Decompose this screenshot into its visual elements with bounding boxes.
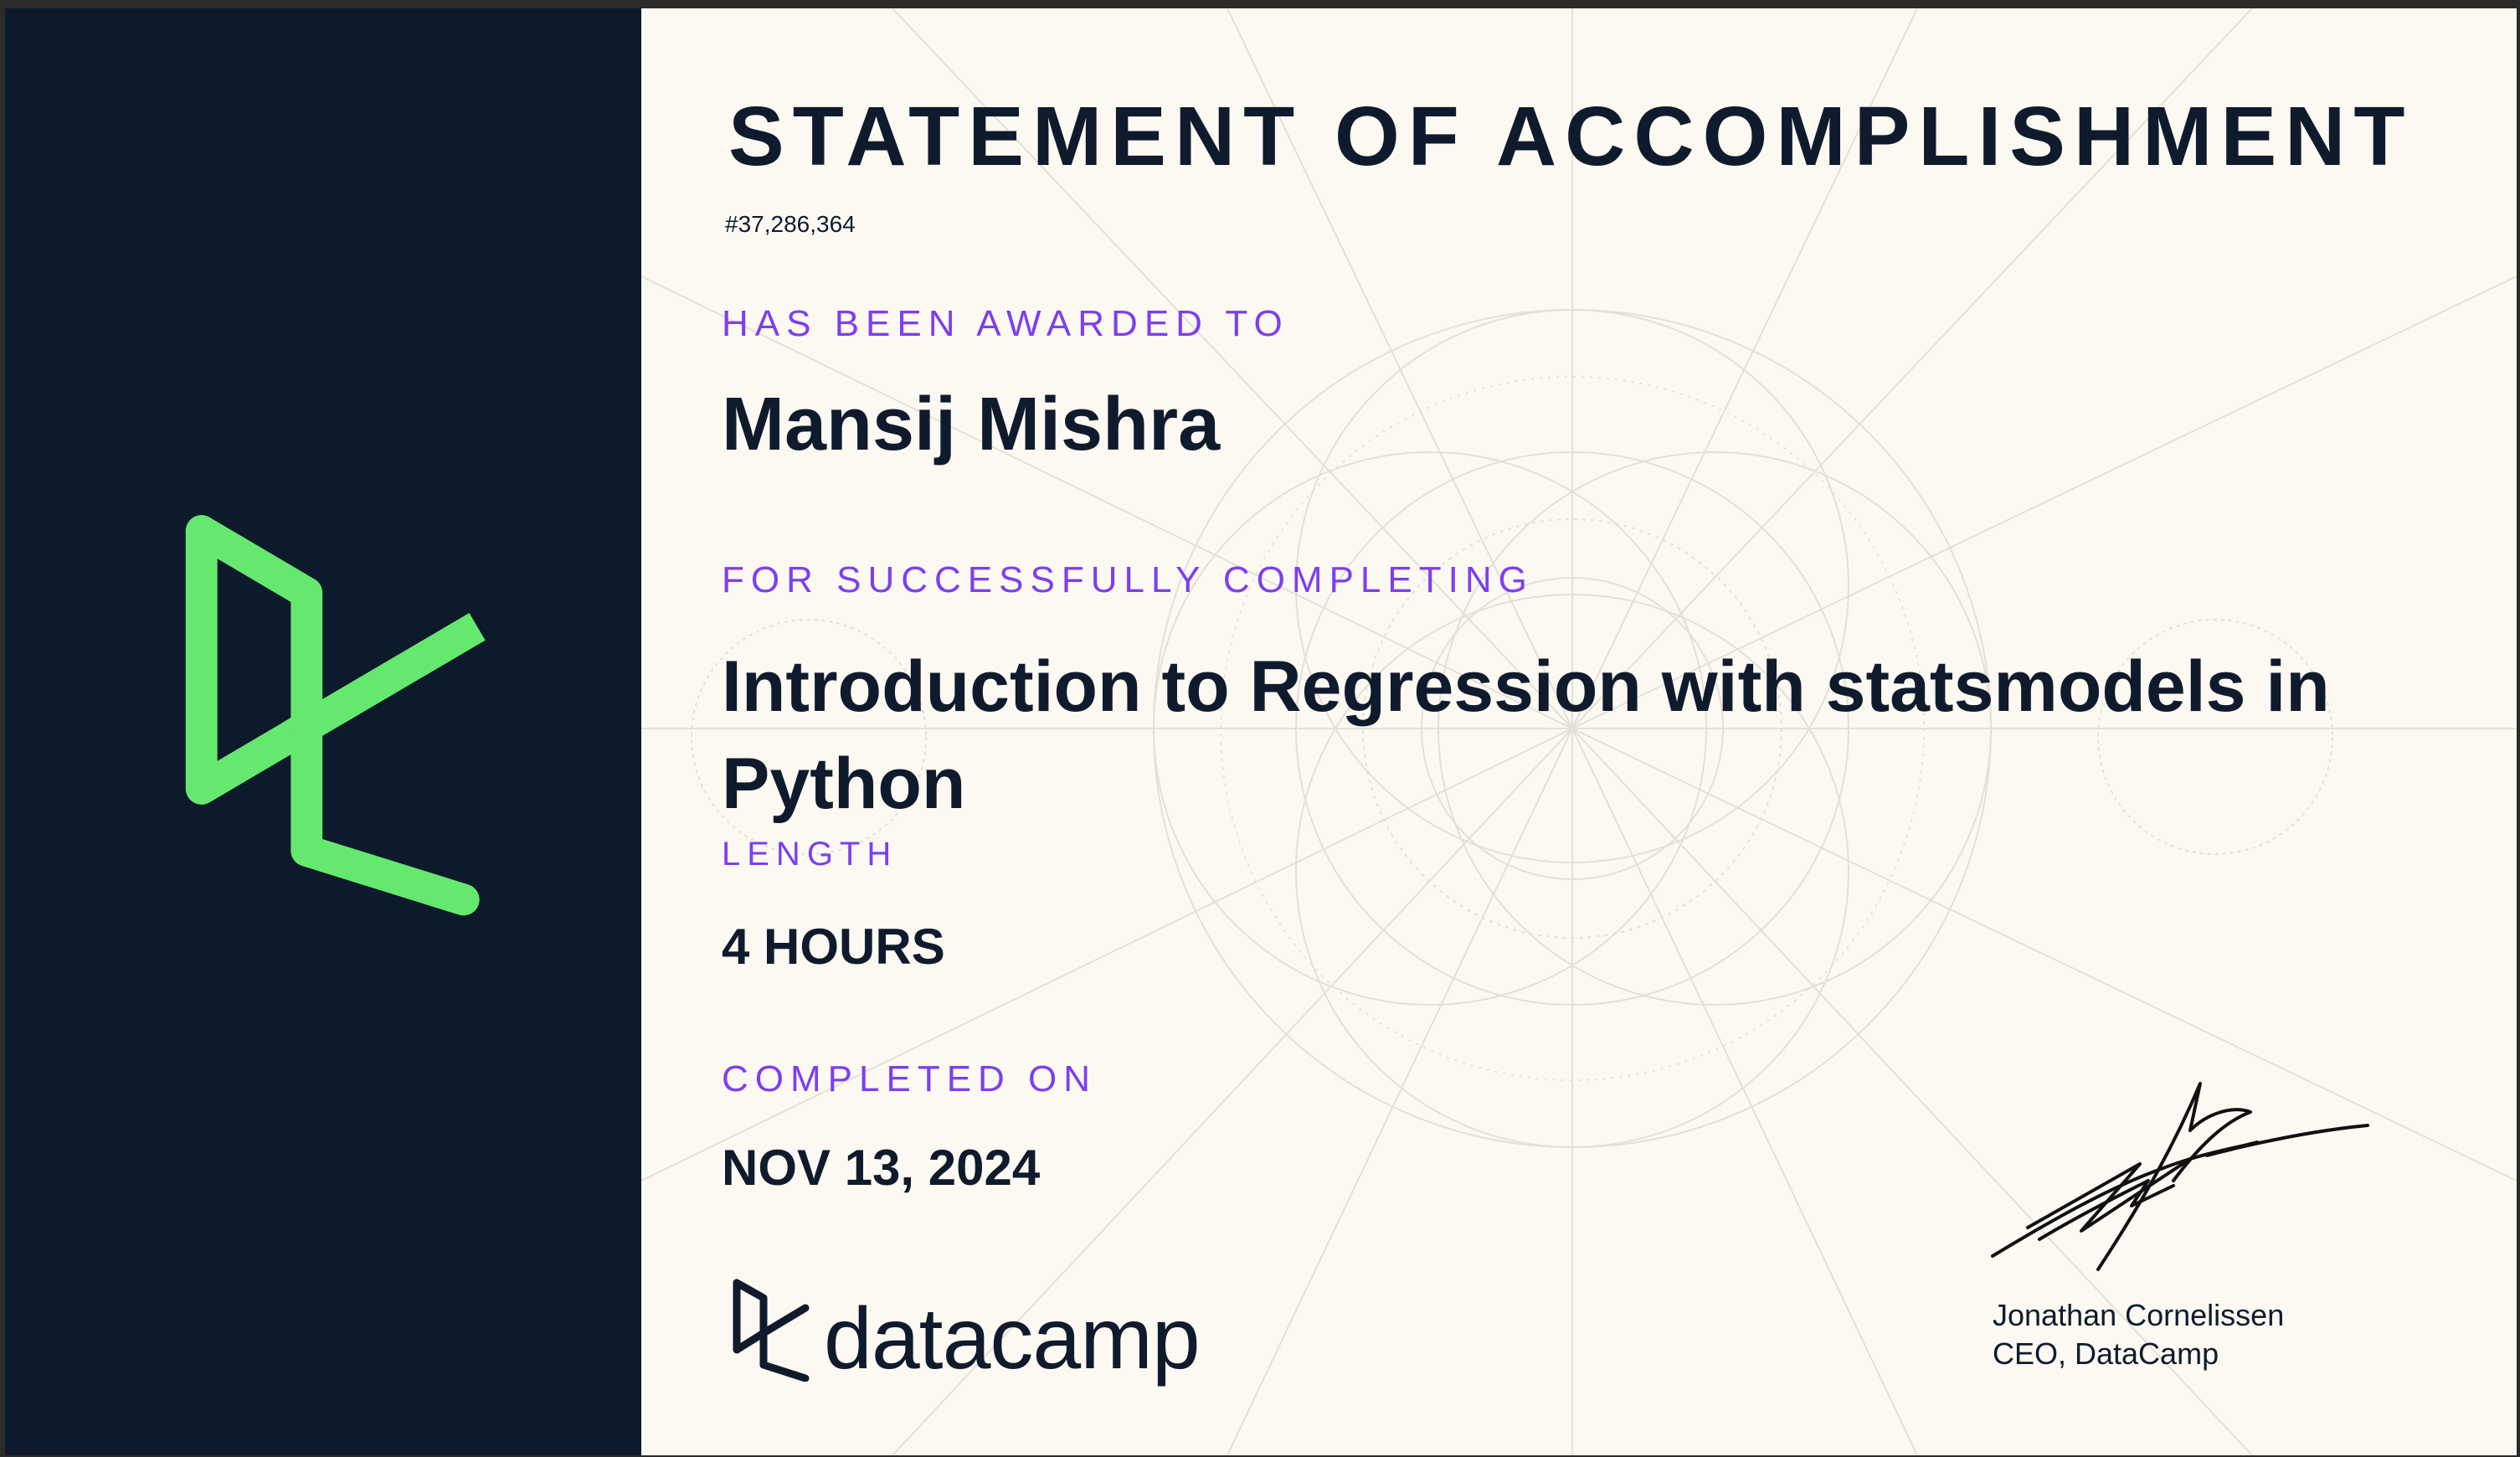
certificate-number: #37,286,364 bbox=[725, 211, 856, 237]
completing-label: FOR SUCCESSFULLY COMPLETING bbox=[722, 559, 1534, 600]
course-title: Introduction to Regression with statsmodels in Python bbox=[722, 646, 2330, 824]
certificate-paper bbox=[641, 8, 2517, 1455]
awarded-to-label: HAS BEEN AWARDED TO bbox=[722, 303, 1289, 344]
recipient-name: Mansij Mishra bbox=[722, 383, 1221, 466]
brand-sidebar bbox=[5, 8, 641, 1455]
datacamp-logo-icon bbox=[164, 511, 499, 929]
signer-name: Jonathan Cornelissen bbox=[1993, 1298, 2285, 1332]
signer-role: CEO, DataCamp bbox=[1993, 1336, 2219, 1371]
ceo-signature bbox=[1981, 1072, 2374, 1281]
datacamp-logo-icon bbox=[730, 1278, 812, 1382]
length-label: LENGTH bbox=[722, 836, 898, 873]
completed-on-label: COMPLETED ON bbox=[722, 1058, 1098, 1099]
datacamp-wordmark: datacamp bbox=[824, 1290, 1200, 1387]
completion-date: NOV 13, 2024 bbox=[722, 1140, 1041, 1196]
course-length: 4 HOURS bbox=[722, 919, 945, 975]
certificate-title: STATEMENT OF ACCOMPLISHMENT bbox=[728, 90, 2414, 183]
